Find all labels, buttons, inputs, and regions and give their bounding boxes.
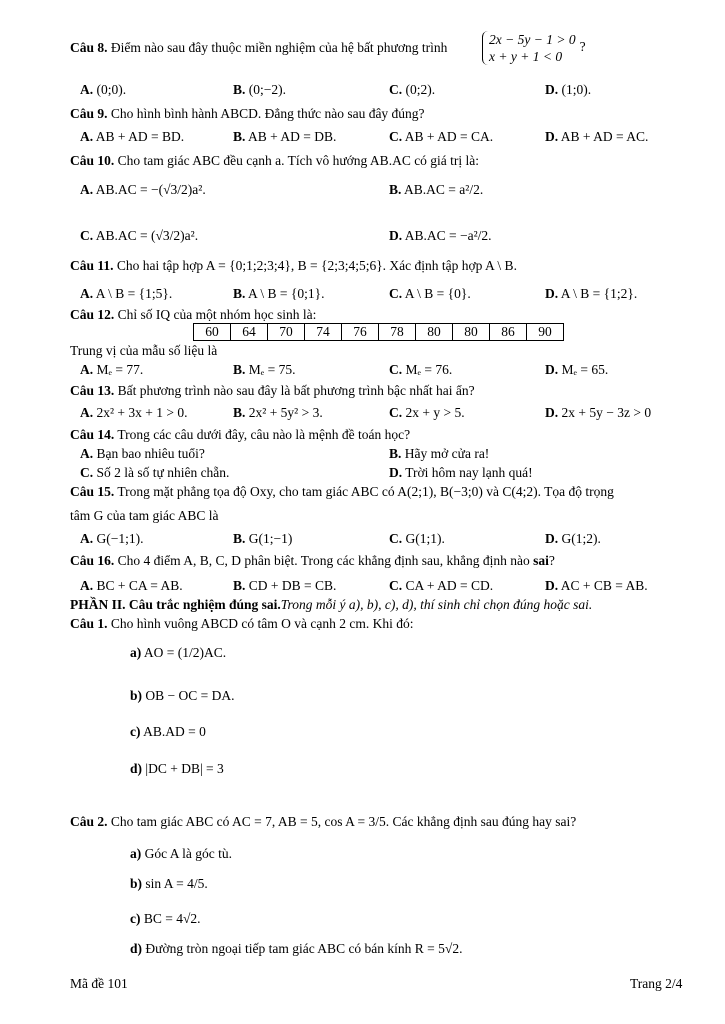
q13-option-d[interactable]: D. 2x + 5y − 3z > 0 bbox=[545, 405, 652, 420]
table-cell: 64 bbox=[231, 324, 268, 341]
p2q1-stem: Câu 1. Cho hình vuông ABCD có tâm O và cạnh 2 cm. Khi đó: bbox=[70, 616, 414, 631]
q13-option-a[interactable]: A. 2x² + 3x + 1 > 0. bbox=[80, 405, 188, 420]
q16-option-a[interactable]: A. BC + CA = AB. bbox=[80, 578, 183, 593]
q11-option-a[interactable]: A. A \ B = {1;5}. bbox=[80, 286, 173, 301]
q15-option-c[interactable]: C. G(1;1). bbox=[389, 531, 445, 546]
q8-ineq1: 2x − 5y − 1 > 0 bbox=[489, 32, 576, 47]
q14-option-a[interactable]: A. Bạn bao nhiêu tuổi? bbox=[80, 446, 205, 461]
q14-option-d[interactable]: D. Trời hôm nay lạnh quá! bbox=[389, 465, 533, 480]
q12-option-b[interactable]: B. Mₑ = 75. bbox=[233, 362, 296, 377]
q9-option-c[interactable]: C. AB + AD = CA. bbox=[389, 129, 494, 144]
page-number: Trang 2/4 bbox=[630, 976, 683, 991]
table-row bbox=[194, 324, 564, 341]
q10-option-b[interactable]: B. AB.AC = a²/2. bbox=[389, 182, 484, 197]
p2q2-item-a[interactable]: a) Góc A là góc tù. bbox=[130, 846, 232, 861]
iq-table bbox=[193, 323, 564, 341]
q16-option-c[interactable]: C. CA + AD = CD. bbox=[389, 578, 494, 593]
p2q2-item-d[interactable]: d) Đường tròn ngoại tiếp tam giác ABC có bán kính R = 5√2. bbox=[130, 941, 463, 956]
q11-option-c[interactable]: C. A \ B = {0}. bbox=[389, 286, 471, 301]
table-cell: 80 bbox=[416, 324, 453, 341]
table-cell: 76 bbox=[342, 324, 379, 341]
q9-option-b[interactable]: B. AB + AD = DB. bbox=[233, 129, 337, 144]
p2q2-stem: Câu 2. Cho tam giác ABC có AC = 7, AB = 5, cos A = 3/5. Các khẳng định sau đúng hay sai? bbox=[70, 814, 577, 829]
table-cell: 70 bbox=[268, 324, 305, 341]
exam-code: Mã đề 101 bbox=[70, 976, 128, 991]
q8-stem: Câu 8. Điểm nào sau đây thuộc miền nghiệm của hệ bất phương trình bbox=[70, 40, 448, 55]
q9-option-a[interactable]: A. AB + AD = BD. bbox=[80, 129, 185, 144]
q14-option-c[interactable]: C. Số 2 là số tự nhiên chẵn. bbox=[80, 465, 230, 480]
table-cell: 86 bbox=[490, 324, 527, 341]
p2q2-item-b[interactable]: b) sin A = 4/5. bbox=[130, 876, 208, 891]
q13-option-b[interactable]: B. 2x² + 5y² > 3. bbox=[233, 405, 323, 420]
q15-option-a[interactable]: A. G(−1;1). bbox=[80, 531, 144, 546]
q16-option-b[interactable]: B. CD + DB = CB. bbox=[233, 578, 337, 593]
q9-option-d[interactable]: D. AB + AD = AC. bbox=[545, 129, 649, 144]
q10-option-d[interactable]: D. AB.AC = −a²/2. bbox=[389, 228, 492, 243]
table-cell: 60 bbox=[194, 324, 231, 341]
q8-option-a[interactable]: A. (0;0). bbox=[80, 82, 127, 97]
p2q1-item-b[interactable]: b) OB − OC = DA. bbox=[130, 688, 235, 703]
q12-stem: Câu 12. Chỉ số IQ của một nhóm học sinh là: bbox=[70, 307, 317, 322]
q12-option-a[interactable]: A. Mₑ = 77. bbox=[80, 362, 144, 377]
q10-option-c[interactable]: C. AB.AC = (√3/2)a². bbox=[80, 228, 199, 243]
table-cell: 78 bbox=[379, 324, 416, 341]
q15-stem: Câu 15. Trong mặt phẳng tọa độ Oxy, cho tam giác ABC có A(2;1), B(−3;0) và C(4;2). Tọa độ trọng bbox=[70, 484, 614, 499]
q9-stem: Câu 9. Cho hình bình hành ABCD. Đẳng thức nào sau đây đúng? bbox=[70, 106, 425, 121]
table-cell: 90 bbox=[527, 324, 564, 341]
table-cell: 80 bbox=[453, 324, 490, 341]
table-cell: 74 bbox=[305, 324, 342, 341]
q8-system: 2x − 5y − 1 > 0 x + y + 1 < 0? bbox=[482, 31, 586, 65]
q13-option-c[interactable]: C. 2x + y > 5. bbox=[389, 405, 465, 420]
q11-option-d[interactable]: D. A \ B = {1;2}. bbox=[545, 286, 638, 301]
q8-ineq2: x + y + 1 < 0 bbox=[489, 49, 563, 64]
p2q2-item-c[interactable]: c) BC = 4√2. bbox=[130, 911, 201, 926]
q12-subtext: Trung vị của mẫu số liệu là bbox=[70, 343, 218, 358]
q11-stem: Câu 11. Cho hai tập hợp A = {0;1;2;3;4}, B = {2;3;4;5;6}. Xác định tập hợp A \ B. bbox=[70, 258, 517, 273]
p2q1-item-c[interactable]: c) AB.AD = 0 bbox=[130, 724, 206, 739]
q13-stem: Câu 13. Bất phương trình nào sau đây là bất phương trình bậc nhất hai ẩn? bbox=[70, 383, 475, 398]
p2q1-item-a[interactable]: a) AO = (1/2)AC. bbox=[130, 645, 227, 660]
q15-option-b[interactable]: B. G(1;−1) bbox=[233, 531, 293, 546]
q12-option-d[interactable]: D. Mₑ = 65. bbox=[545, 362, 609, 377]
q14-option-b[interactable]: B. Hãy mở cửa ra! bbox=[389, 446, 490, 461]
q15-stem-line2: tâm G của tam giác ABC là bbox=[70, 508, 219, 523]
q14-stem: Câu 14. Trong các câu dưới đây, câu nào là mệnh đề toán học? bbox=[70, 427, 411, 442]
q12-option-c[interactable]: C. Mₑ = 76. bbox=[389, 362, 453, 377]
q11-option-b[interactable]: B. A \ B = {0;1}. bbox=[233, 286, 325, 301]
q16-option-d[interactable]: D. AC + CB = AB. bbox=[545, 578, 648, 593]
q8-option-b[interactable]: B. (0;−2). bbox=[233, 82, 286, 97]
part2-heading: PHẦN II. Câu trắc nghiệm đúng sai.Trong mỗi ý a), b), c), d), thí sinh chỉ chọn đúng hoặc sai. bbox=[70, 597, 593, 612]
p2q1-item-d[interactable]: d) |DC + DB| = 3 bbox=[130, 761, 224, 776]
q10-option-a[interactable]: A. AB.AC = −(√3/2)a². bbox=[80, 182, 206, 197]
q10-stem: Câu 10. Cho tam giác ABC đều cạnh a. Tích vô hướng AB.AC có giá trị là: bbox=[70, 153, 480, 168]
q16-stem: Câu 16. Cho 4 điểm A, B, C, D phân biệt. Trong các khẳng định sau, khẳng định nào sai? bbox=[70, 553, 555, 568]
q8-option-c[interactable]: C. (0;2). bbox=[389, 82, 436, 97]
q15-option-d[interactable]: D. G(1;2). bbox=[545, 531, 601, 546]
q8-option-d[interactable]: D. (1;0). bbox=[545, 82, 592, 97]
